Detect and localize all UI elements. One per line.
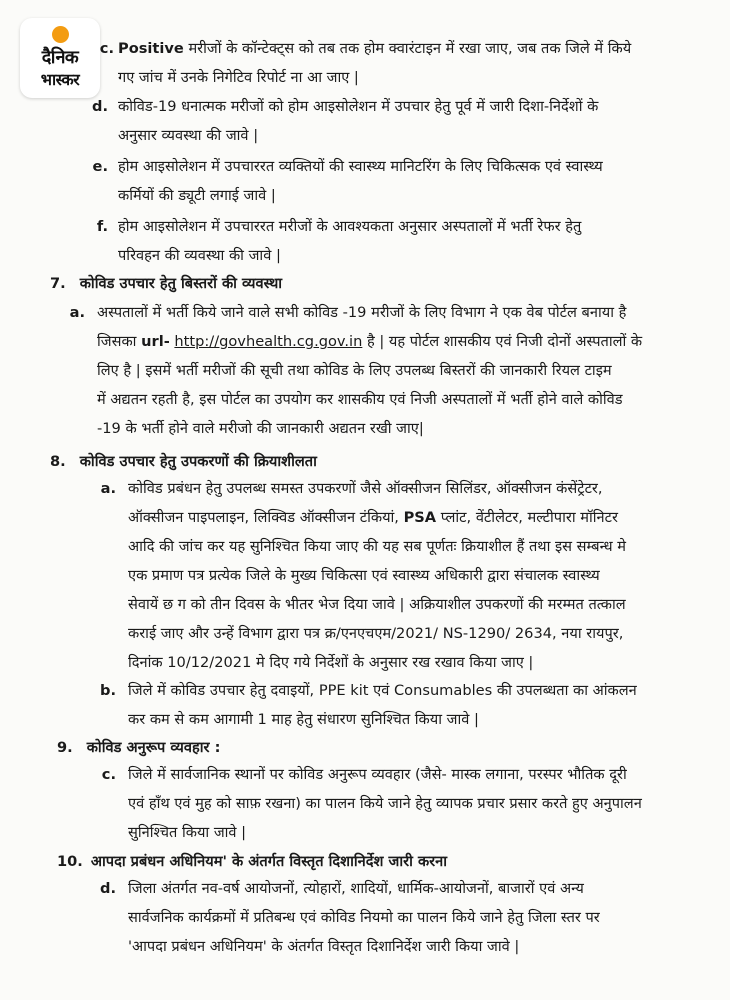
section-heading-8 — [50, 450, 317, 474]
list-item-e — [92, 152, 658, 210]
section-title: कोविड उपचार हेतु बिस्तरों की व्यवस्था — [79, 275, 283, 292]
portal-link[interactable]: http://govhealth.cg.gov.in — [174, 333, 363, 350]
item-line: जिले में सार्वजानिक स्थानों पर कोविड अनुरूप व्यवहार (जैसे- मास्क लगाना, परस्पर भौतिक दूरी — [128, 766, 627, 783]
item-line: ऑक्सीजन पाइपलाइन, लिक्विड ऑक्सीजन टंकियां, PSA प्लांट, वेंटीलेटर, मल्टीपारा मॉनिटर — [128, 509, 618, 526]
item-line: अनुसार व्यवस्था की जावे | — [118, 127, 259, 144]
list-item-9c — [101, 760, 653, 847]
list-item-c-top — [99, 34, 658, 92]
item-marker: a. — [69, 304, 85, 321]
section-heading-7 — [50, 272, 282, 296]
item-line: आदि की जांच कर यह सुनिश्चित किया जाए की यह सब पूर्णतः क्रियाशील हैं तथा इस सम्बन्ध मे — [128, 538, 627, 555]
section-number: 8. — [50, 453, 66, 470]
logo-line-2: भास्कर — [40, 70, 80, 89]
list-item-7a — [69, 298, 657, 443]
item-line: Positive मरीजों के कॉन्टेक्ट्स को तब तक होम क्वारंटाइन में रखा जाए, जब तक जिले में किये — [118, 40, 632, 57]
item-marker: a. — [100, 480, 116, 497]
section-heading-9 — [57, 736, 220, 760]
list-item-10d — [100, 874, 653, 961]
item-line: एवं हाँथ एवं मुह को साफ़ रखना) का पालन किये जाने हेतु व्यापक प्रचार प्रसार करते हुए अनुपालन — [128, 795, 642, 812]
item-line: जिला अंतर्गत नव-वर्ष आयोजनों, त्योहारों, शादियों, धार्मिक-आयोजनों, बाजारों एवं अन्य — [128, 880, 584, 897]
item-line: कर्मियों की ड्यूटी लगाई जावे | — [118, 187, 276, 204]
item-marker: d. — [100, 880, 116, 897]
item-line: कराई जाए और उन्हें विभाग द्वारा पत्र क्र/एनएचएम/2021/ NS-1290/ 2634, नया रायपुर, — [128, 625, 624, 642]
item-line: कोविड प्रबंधन हेतु उपलब्ध समस्त उपकरणों जैसे ऑक्सीजन सिलिंडर, ऑक्सीजन कंसेंट्रेटर, — [128, 480, 603, 497]
bold-term: PSA — [403, 509, 437, 526]
item-line: होम आइसोलेशन में उपचाररत व्यक्तियों की स्वास्थ्य मानिटरिंग के लिए चिकित्सक एवं स्वास्थ्य — [118, 158, 603, 175]
item-line: 'आपदा प्रबंधन अधिनियम' के अंतर्गत विस्तृत दिशानिर्देश जारी किया जावे | — [128, 938, 520, 955]
item-line: सार्वजनिक कार्यक्रमों में प्रतिबन्ध एवं कोविड नियमो का पालन किये जाने हेतु जिला स्तर पर — [128, 909, 600, 926]
item-line: लिए है | इसमें भर्ती मरीजों की सूची तथा कोविड के लिए उपलब्ध बिस्तरों की जानकारी रियल टाइम — [97, 362, 612, 379]
section-number: 7. — [50, 275, 66, 292]
item-line: गए जांच में उनके निगेटिव रिपोर्ट ना आ जाए | — [118, 69, 359, 86]
section-title: कोविड अनुरूप व्यवहार : — [86, 739, 221, 756]
section-number: 9. — [57, 739, 73, 756]
item-marker: d. — [92, 98, 108, 115]
item-line: परिवहन की व्यवस्था की जावे | — [118, 247, 281, 264]
section-title: आपदा प्रबंधन अधिनियम' के अंतर्गत विस्तृत दिशानिर्देश जारी करना — [90, 853, 448, 870]
item-line: एक प्रमाण पत्र प्रत्येक जिले के मुख्य चिकित्सा एवं स्वास्थ्य अधिकारी द्वारा संचालक स्वास्थ्य — [128, 567, 600, 584]
item-line: सुनिश्चित किया जावे | — [128, 824, 247, 841]
bold-term: Positive — [118, 40, 184, 57]
item-marker: e. — [92, 158, 108, 175]
item-line: होम आइसोलेशन में उपचाररत मरीजों के आवश्यकता अनुसार अस्पतालों में भर्ती रेफर हेतु — [118, 218, 582, 235]
item-line: -19 के भर्ती होने वाले मरीजो की जानकारी अद्यतन रखी जाए| — [97, 420, 424, 437]
item-line: दिनांक 10/12/2021 मे दिए गये निर्देशों के अनुसार रख रखाव किया जाए | — [128, 654, 534, 671]
list-item-8b — [100, 676, 653, 734]
logo-line-1: दैनिक — [41, 47, 79, 68]
bold-term: url- — [141, 333, 170, 350]
item-marker: f. — [96, 218, 108, 235]
section-number: 10. — [57, 853, 83, 870]
dainik-bhaskar-logo[interactable] — [20, 18, 100, 98]
item-line: जिसका url- http://govhealth.cg.gov.in है | यह पोर्टल शासकीय एवं निजी दोनों अस्पतालों के — [97, 333, 643, 350]
sun-icon — [52, 26, 69, 43]
item-line: में अद्यतन रहती है, इस पोर्टल का उपयोग कर शासकीय एवं निजी अस्पतालों में भर्ती होने वाले कोविड — [97, 391, 623, 408]
item-marker: b. — [100, 682, 116, 699]
list-item-d — [92, 92, 658, 150]
item-marker: c. — [101, 766, 116, 783]
list-item-f — [96, 212, 658, 270]
section-heading-10 — [57, 850, 447, 874]
item-line: सेवायें छ ग को तीन दिवस के भीतर भेज दिया जावे | अक्रियाशील उपकरणों की मरम्मत तत्काल — [128, 596, 626, 613]
item-line: अस्पतालों में भर्ती किये जाने वाले सभी कोविड -19 मरीजों के लिए विभाग ने एक वेब पोर्टल बनाया है — [97, 304, 627, 321]
section-title: कोविड उपचार हेतु उपकरणों की क्रियाशीलता — [79, 453, 317, 470]
item-line: कर कम से कम आगामी 1 माह हेतु संधारण सुनिश्चित किया जावे | — [128, 711, 479, 728]
item-line: कोविड-19 धनात्मक मरीजों को होम आइसोलेशन में उपचार हेतु पूर्व में जारी दिशा-निर्देशों के — [118, 98, 599, 115]
list-item-8a — [100, 474, 653, 677]
item-marker: c. — [99, 40, 114, 57]
item-line: जिले में कोविड उपचार हेतु दवाइयों, PPE kit एवं Consumables की उपलब्धता का आंकलन — [128, 682, 637, 699]
